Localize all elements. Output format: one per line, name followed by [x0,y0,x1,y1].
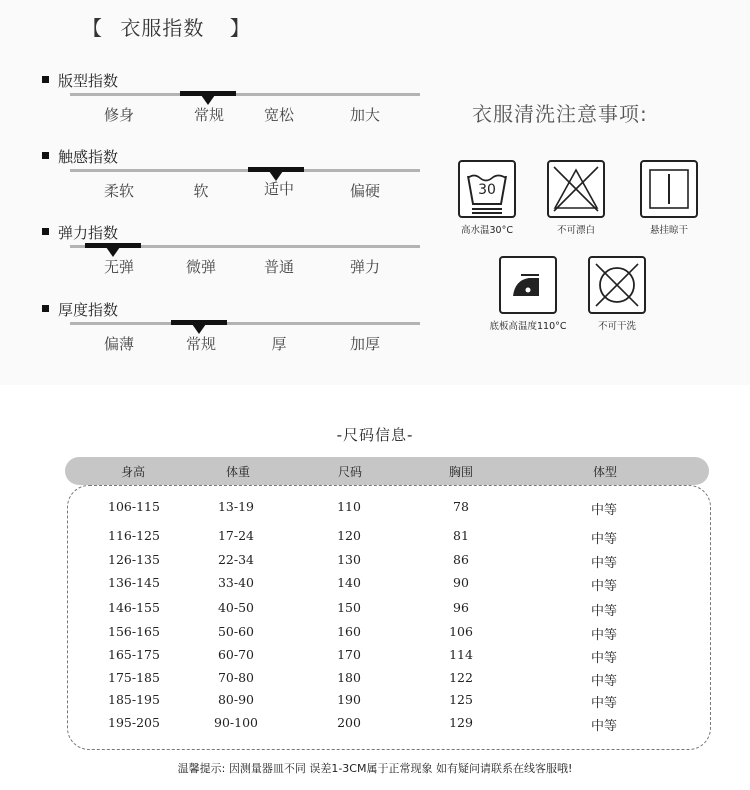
table-row [0,497,750,519]
wash-temperature: 30 [478,182,496,198]
index-option: 软 [193,182,209,200]
table-row [0,526,750,548]
bullet-square-icon [42,305,49,312]
table-cell: 120 [337,528,361,543]
index-option: 柔软 [103,182,135,200]
index-option-selected: 常规 [185,335,217,353]
table-row [0,573,750,595]
table-cell: 90-100 [214,715,258,730]
index-marker [180,91,236,96]
care-label: 底板高温度110°C [489,321,567,332]
index-label: 弹力指数 [42,222,118,243]
table-cell: 13-19 [217,499,255,514]
table-cell: 116-125 [108,528,160,543]
care-item-wash [455,160,519,236]
table-cell: 140 [337,575,361,590]
table-cell: 129 [449,715,473,730]
column-header: 尺码 [337,465,363,479]
table-cell: 33-40 [217,575,255,590]
table-cell: 中等 [590,556,618,571]
table-row [0,668,750,690]
size-table-title: -尺码信息- [336,426,414,444]
wash-30-icon [458,160,516,218]
index-option: 普通 [263,258,295,276]
section-title-text: 衣服指数 [120,16,205,40]
care-title: 衣服清洗注意事项: [472,102,648,126]
table-cell: 中等 [590,532,618,547]
index-option-selected: 常规 [193,106,225,124]
table-cell: 114 [449,647,473,662]
care-label: 悬挂晾干 [649,225,688,236]
table-cell: 86 [453,552,469,567]
index-option: 加厚 [349,335,381,353]
table-row [0,622,750,644]
section-title [82,12,251,41]
index-marker [248,167,304,172]
table-cell: 165-175 [108,647,160,662]
table-cell: 60-70 [217,647,255,662]
table-cell: 136-145 [108,575,160,590]
index-marker [85,243,141,248]
footer-tip: 温馨提示: 因测量器皿不同 误差1-3CM属于正常现象 如有疑问请联系在线客服哦! [177,762,573,775]
table-cell: 175-185 [108,670,160,685]
index-track [70,245,420,248]
bracket-right: 】 [229,16,251,40]
index-track [70,322,420,325]
care-label: 不可干洗 [597,321,636,332]
care-item-iron [488,256,568,332]
index-option: 微弹 [185,258,217,276]
index-option: 厚 [271,335,287,353]
table-cell: 126-135 [108,552,160,567]
care-item-line-dry [637,160,701,236]
bullet-square-icon [42,76,49,83]
table-cell: 106 [449,624,473,639]
table-cell: 200 [337,715,361,730]
index-track [70,93,420,96]
column-header: 胸围 [448,465,474,479]
size-table-header [65,457,709,485]
table-cell: 17-24 [217,528,255,543]
table-cell: 110 [337,499,361,514]
table-cell: 170 [337,647,361,662]
index-label: 触感指数 [42,146,118,167]
care-item-no-dry-clean [583,256,651,332]
column-header: 体重 [225,465,251,479]
table-cell: 中等 [590,503,618,518]
table-cell: 122 [449,670,473,685]
no-bleach-icon [547,160,605,218]
table-cell: 146-155 [108,600,160,615]
table-row [0,598,750,620]
index-track [70,169,420,172]
table-cell: 185-195 [108,692,160,707]
table-cell: 中等 [590,628,618,643]
table-cell: 中等 [590,604,618,619]
table-cell: 106-115 [108,499,160,514]
line-dry-icon [640,160,698,218]
column-header: 体型 [592,465,618,479]
table-cell: 125 [449,692,473,707]
table-cell: 80-90 [217,692,255,707]
table-cell: 中等 [590,674,618,689]
index-option: 宽松 [263,106,295,124]
table-cell: 中等 [590,651,618,666]
index-option-selected: 无弹 [103,258,135,276]
index-marker [171,320,227,325]
table-cell: 22-34 [217,552,255,567]
table-cell: 180 [337,670,361,685]
index-label: 版型指数 [42,70,118,91]
table-cell: 中等 [590,579,618,594]
table-cell: 中等 [590,719,618,734]
bullet-square-icon [42,152,49,159]
table-cell: 130 [337,552,361,567]
table-row [0,713,750,735]
table-cell: 150 [337,600,361,615]
table-cell: 78 [453,499,469,514]
care-label: 高水温30°C [461,225,513,236]
index-option: 弹力 [349,258,381,276]
table-cell: 50-60 [217,624,255,639]
table-row [0,690,750,712]
table-cell: 156-165 [108,624,160,639]
table-cell: 96 [453,600,469,615]
no-dry-clean-icon [588,256,646,314]
table-cell: 中等 [590,696,618,711]
care-label: 不可漂白 [556,225,595,236]
index-option: 偏薄 [103,335,135,353]
table-cell: 190 [337,692,361,707]
table-cell: 195-205 [108,715,160,730]
table-cell: 70-80 [217,670,255,685]
iron-icon [499,256,557,314]
table-row [0,645,750,667]
index-option: 修身 [103,106,135,124]
bracket-left: 【 [82,16,103,40]
bullet-square-icon [42,228,49,235]
index-option: 偏硬 [349,182,381,200]
table-cell: 160 [337,624,361,639]
table-cell: 90 [453,575,469,590]
index-label: 厚度指数 [42,299,118,320]
index-option-selected: 适中 [263,180,295,198]
table-row [0,550,750,572]
index-option: 加大 [349,106,381,124]
column-header: 身高 [120,465,146,479]
table-cell: 81 [453,528,469,543]
care-item-no-bleach [544,160,608,236]
table-cell: 40-50 [217,600,255,615]
